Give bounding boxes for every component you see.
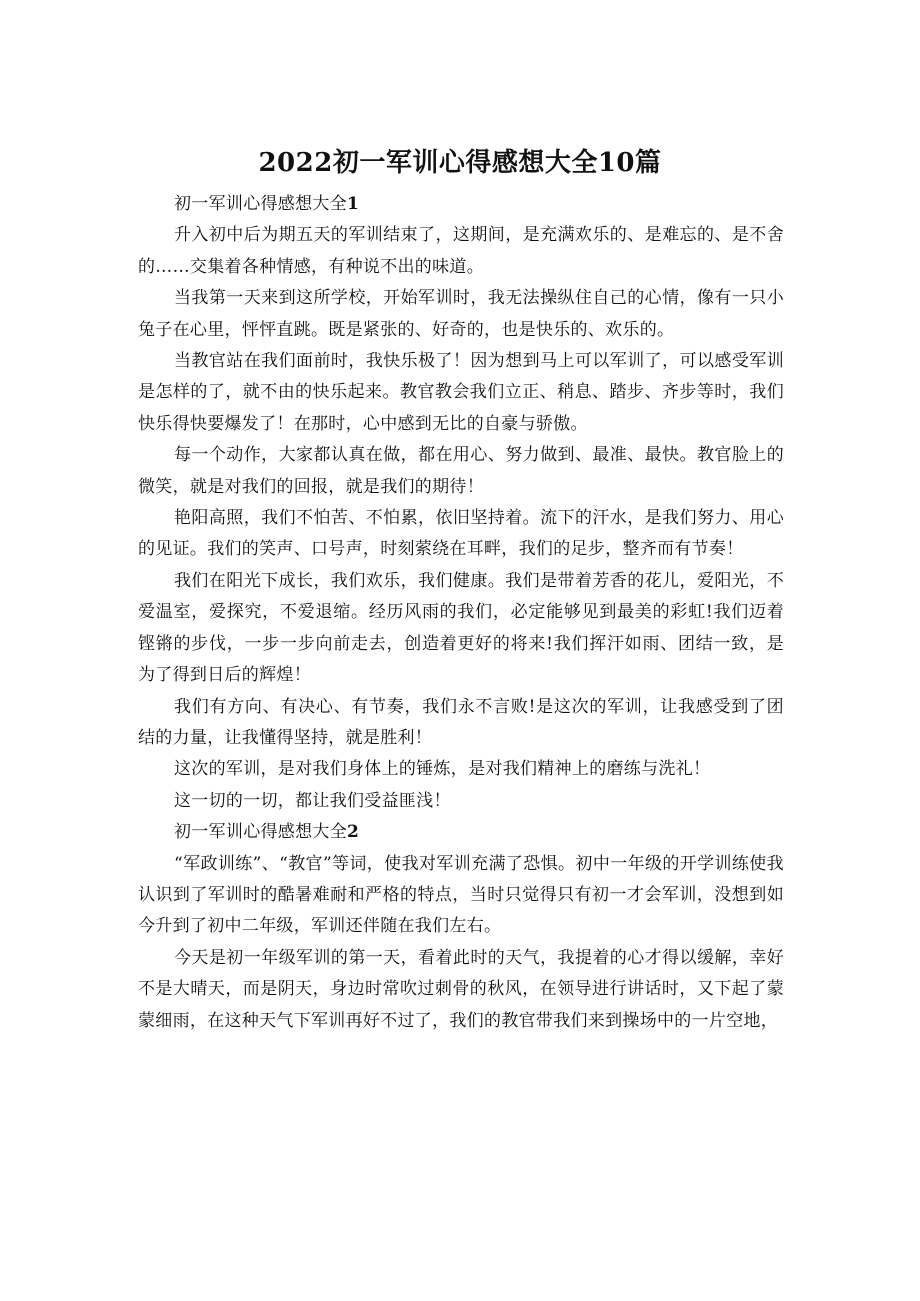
paragraph: 每一个动作，大家都认真在做，都在用心、努力做到、最准、最快。教官脸上的微笑，就是对我们的回报，就是我们的期待！ <box>138 445 784 497</box>
paragraph: 我们有方向、有决心、有节奏，我们永不言败!是这次的军训，让我感受到了团结的力量，让我懂得坚持，就是胜利！ <box>138 696 784 748</box>
paragraph: 这一切的一切，都让我们受益匪浅！ <box>174 790 451 811</box>
paragraph: “军政训练”、“教官”等词，使我对军训充满了恐惧。初中一年级的开学训练使我认识到了军训时的酷暑难耐和严格的特点，当时只觉得只有初一才会军训，没想到如今升到了初中二年级，军训还伴随在我们左右。 <box>138 853 784 937</box>
section-heading-number: 1 <box>347 194 360 214</box>
section-heading-text: 初一军训心得感想大全 <box>174 822 347 843</box>
paragraph: 艳阳高照，我们不怕苦、不怕累，依旧坚持着。流下的汗水，是我们努力、用心的见证。我们的笑声、口号声，时刻萦绕在耳畔，我们的足步，整齐而有节奏！ <box>138 508 784 560</box>
paragraph: 升入初中后为期五天的军训结束了，这期间，是充满欢乐的、是难忘的、是不舍的……交集着各种情感，有种说不出的味道。 <box>138 225 784 277</box>
paragraph: 我们在阳光下成长，我们欢乐，我们健康。我们是带着芳香的花儿，爱阳光，不爱温室，爱探究，不爱退缩。经历风雨的我们，必定能够见到最美的彩虹!我们迈着铿锵的步伐，一步一步向前走去，创造着更好的将来!我们挥汗如雨、团结一致，是为了得到日后的辉煌！ <box>138 570 784 686</box>
document-body <box>138 189 784 1037</box>
section-heading-text: 初一军训心得感想大全 <box>174 194 347 214</box>
section-heading-1 <box>138 189 784 220</box>
section-heading-number: 2 <box>347 822 360 843</box>
section-heading-2 <box>138 817 784 848</box>
document-title: 2022初一军训心得感想大全10篇 <box>258 148 662 178</box>
paragraph: 今天是初一年级军训的第一天，看着此时的天气，我提着的心才得以缓解，幸好不是大晴天，而是阴天，身边时常吹过刺骨的秋风，在领导进行讲话时，又下起了蒙蒙细雨，在这种天气下军训再好不过了，我们的教官带我们来到操场中的一片空地， <box>138 947 784 1031</box>
paragraph: 当我第一天来到这所学校，开始军训时，我无法操纵住自己的心情，像有一只小兔子在心里，怦怦直跳。既是紧张的、好奇的，也是快乐的、欢乐的。 <box>138 288 784 340</box>
paragraph: 这次的军训，是对我们身体上的锤炼，是对我们精神上的磨练与洗礼！ <box>174 759 711 780</box>
paragraph: 当教官站在我们面前时，我快乐极了！因为想到马上可以军训了，可以感受军训是怎样的了，就不由的快乐起来。教官教会我们立正、稍息、踏步、齐步等时，我们快乐得快要爆发了！在那时，心中感到无比的自豪与骄傲。 <box>138 351 784 434</box>
